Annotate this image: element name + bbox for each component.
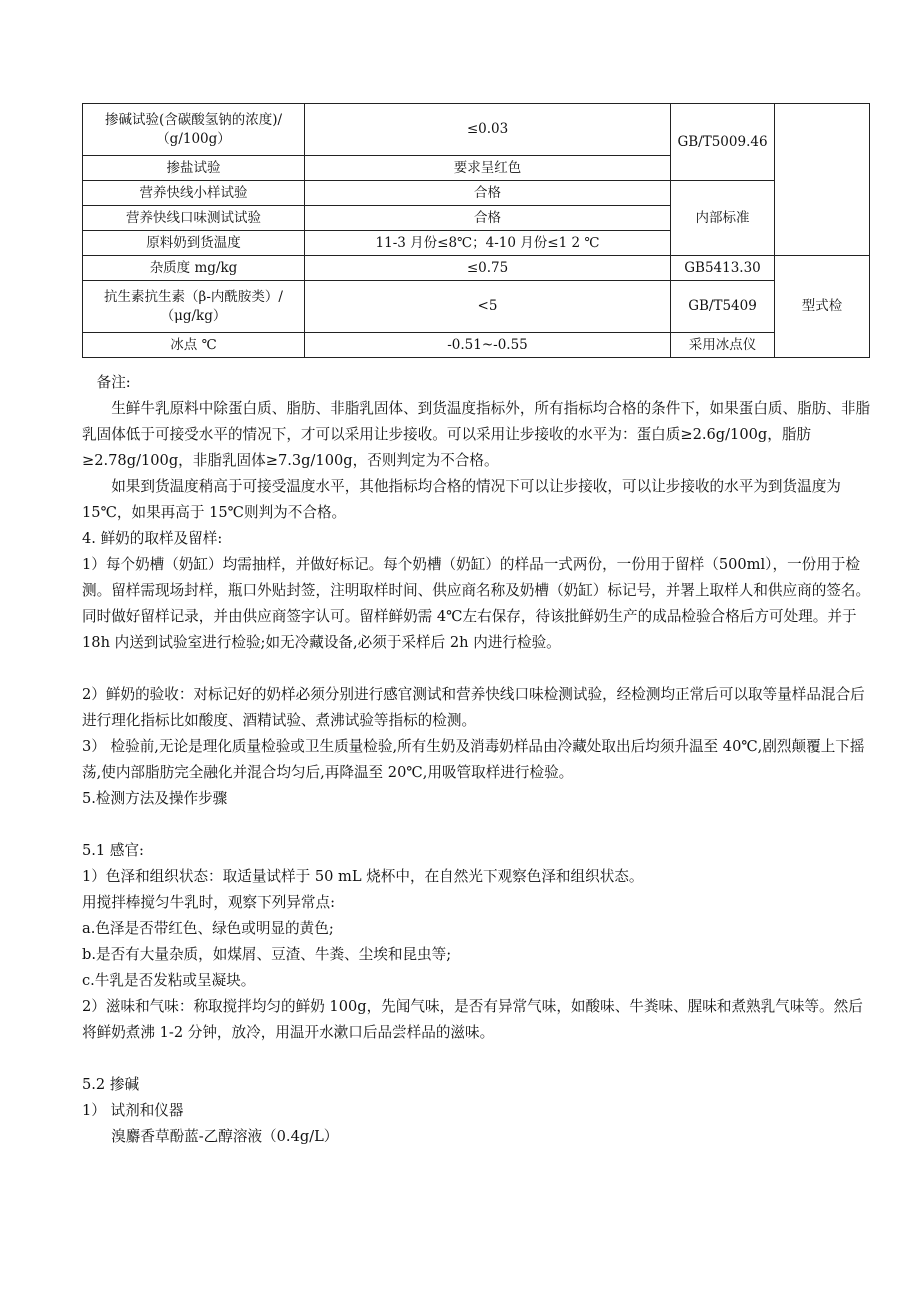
subsection-heading: 5.1 感官:: [82, 842, 144, 859]
list-item: 1） 试剂和仪器: [82, 1102, 184, 1119]
table-cell-item: 营养快线小样试验: [83, 181, 305, 206]
paragraph: 1）每个奶槽（奶缸）均需抽样，并做好标记。每个奶槽（奶缸）的样品一式两份，一份用于留样（500ml），一份用于检测。留样需现场封样，瓶口外贴封签，注明取样时间、供应商名称及奶槽（奶缸）标记号，并署上取样人和供应商的签名。同时做好留样记录，并由供应商签字认可。留样鲜奶需 4℃左右保存，待该批鲜奶生产的成品检验合格后方可处理。并于 18h 内送到试验室进行检验;如无冷藏设备,必须于采样后 2h 内进行检验。: [82, 556, 871, 651]
remarks-paragraph: 生鲜牛乳原料中除蛋白质、脂肪、非脂乳固体、到货温度指标外，所有指标均合格的条件下，如果蛋白质、脂肪、非脂乳固体低于可接受水平的情况下，才可以采用让步接收。可以采用让步接收的水平为：蛋白质≥2.6g/100g，脂肪≥2.78g/100g，非脂乳固体≥7.3g/100g，否则判定为不合格。: [82, 400, 871, 469]
document-body: [82, 370, 872, 1150]
table-cell-item: 抗生素抗生素（β-内酰胺类）/（μg/kg）: [83, 281, 305, 333]
remarks-paragraph: 如果到货温度稍高于可接受温度水平，其他指标均合格的情况下可以让步接收，可以让步接收的水平为到货温度为15℃，如果再高于 15℃则判为不合格。: [82, 478, 841, 521]
table-cell-item: 原料奶到货温度: [83, 231, 305, 256]
table-cell-requirement: ≤0.03: [305, 104, 671, 156]
table-cell-item: 冰点 ℃: [83, 333, 305, 358]
subsection-heading: 5.2 掺碱: [82, 1076, 140, 1093]
section-heading: 4. 鲜奶的取样及留样:: [82, 530, 223, 547]
paragraph: 3） 检验前,无论是理化质量检验或卫生质量检验,所有生奶及消毒奶样品由冷藏处取出后均须升温至 40℃,剧烈颠覆上下摇荡,使内部脂肪完全融化并混合均匀后,再降温至 20℃,用吸管取样进行检验。: [82, 738, 865, 781]
table-cell-requirement: 要求呈红色: [305, 156, 671, 181]
list-item: b.是否有大量杂质，如煤屑、豆渣、牛粪、尘埃和昆虫等;: [82, 946, 452, 963]
table-cell-requirement: 11-3 月份≤8℃；4-10 月份≤1 2 ℃: [305, 231, 671, 256]
quality-spec-table: [82, 103, 870, 358]
table-cell-note: [775, 104, 870, 256]
table-cell-requirement: 合格: [305, 206, 671, 231]
table-row: [83, 333, 870, 358]
table-cell-item: 杂质度 mg/kg: [83, 256, 305, 281]
table-cell-method: GB/T5409: [671, 281, 775, 333]
table-cell-note: 型式检: [775, 256, 870, 358]
table-row: [83, 281, 870, 333]
table-cell-requirement: <5: [305, 281, 671, 333]
paragraph: 2）滋味和气味：称取搅拌均匀的鲜奶 100g，先闻气味，是否有异常气味，如酸味、牛粪味、腥味和煮熟乳气味等。然后将鲜奶煮沸 1-2 分钟，放冷，用温开水漱口后品尝样品的滋味。: [82, 998, 863, 1041]
table-cell-method: 采用冰点仪: [671, 333, 775, 358]
table-row: [83, 181, 870, 206]
list-item: c.牛乳是否发粘或呈凝块。: [82, 972, 256, 989]
table-row: [83, 104, 870, 156]
table-cell-item: 掺盐试验: [83, 156, 305, 181]
table-cell-method: 内部标准: [671, 181, 775, 256]
table-cell-item: 掺碱试验(含碳酸氢钠的浓度)/（g/100g）: [83, 104, 305, 156]
table-row: [83, 256, 870, 281]
section-heading: 5.检测方法及操作步骤: [82, 790, 228, 807]
list-item: a.色泽是否带红色、绿色或明显的黄色;: [82, 920, 334, 937]
remarks-label: 备注:: [96, 374, 131, 391]
table-cell-requirement: 合格: [305, 181, 671, 206]
table-cell-method: GB5413.30: [671, 256, 775, 281]
table-cell-requirement: ≤0.75: [305, 256, 671, 281]
table-cell-method: GB/T5009.46: [671, 104, 775, 181]
table-cell-item: 营养快线口味测试试验: [83, 206, 305, 231]
paragraph: 用搅拌棒搅匀牛乳时，观察下列异常点:: [82, 894, 336, 911]
reagent-line: 溴麝香草酚蓝-乙醇溶液（0.4g/L）: [111, 1128, 339, 1145]
table-cell-requirement: -0.51~-0.55: [305, 333, 671, 358]
paragraph: 1）色泽和组织状态：取适量试样于 50 mL 烧杯中，在自然光下观察色泽和组织状态。: [82, 868, 644, 885]
paragraph: 2）鲜奶的验收：对标记好的奶样必须分别进行感官测试和营养快线口味检测试验，经检测均正常后可以取等量样品混合后进行理化指标比如酸度、酒精试验、煮沸试验等指标的检测。: [82, 686, 865, 729]
